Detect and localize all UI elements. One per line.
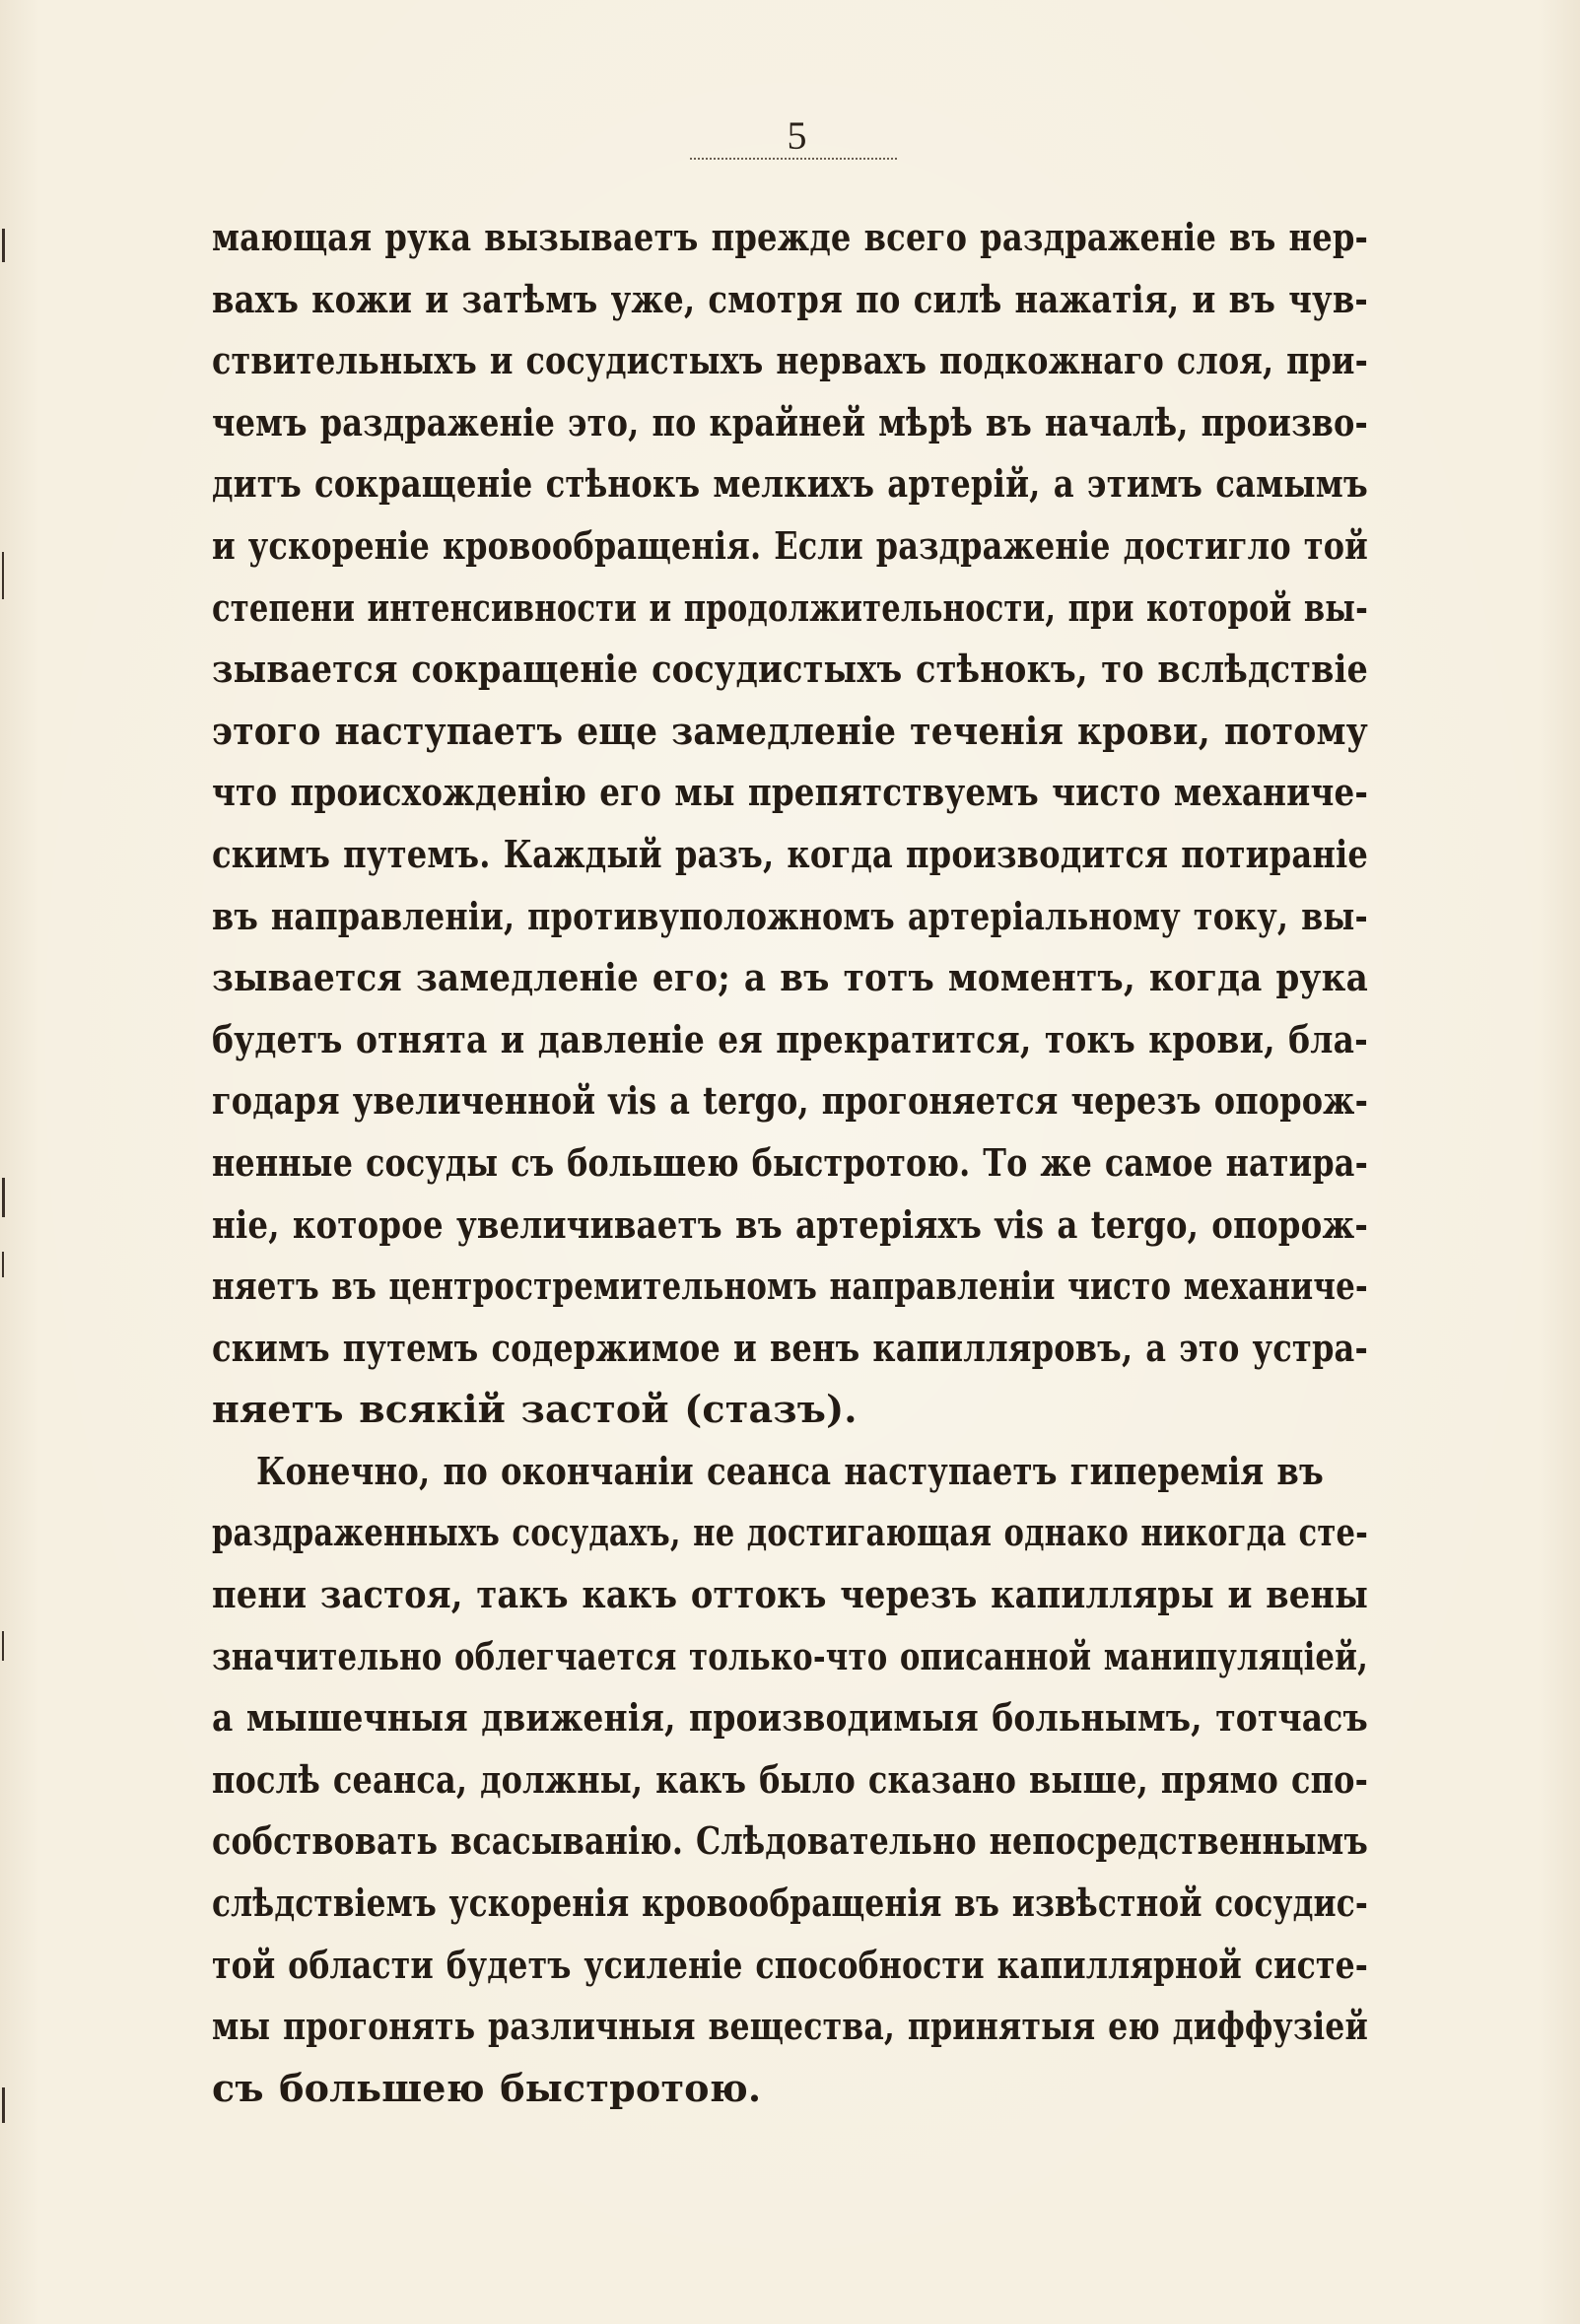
text-line-content: будетъ отнята и давленіе ея прекратится, токъ крови, бла-: [212, 1016, 1368, 1061]
text-line-content: годаря увеличенной vis a tergo, прогоняется черезъ опорож-: [212, 1078, 1369, 1124]
left-edge-scan-mark: [2, 552, 4, 599]
body-text: [212, 207, 1368, 2119]
text-line: [212, 1502, 1368, 1564]
left-edge-scan-mark: [2, 1631, 4, 1661]
text-line: [212, 1318, 1368, 1380]
text-line: [212, 1070, 1368, 1132]
text-line: [212, 392, 1368, 454]
text-line: [212, 330, 1368, 392]
text-line-content: и ускореніе кровообращенія. Если раздраженіе достигло той: [212, 522, 1369, 568]
text-line: [212, 1195, 1368, 1257]
text-line: [212, 1379, 1368, 1441]
text-line-content: дитъ сокращеніе стѣнокъ мелкихъ артерій, а этимъ самымъ: [212, 461, 1368, 507]
text-line-content: этого наступаетъ еще замедленіе теченія крови, потому: [212, 708, 1368, 753]
text-line-content: мы прогонять различныя вещества, принятыя ею диффузіей: [212, 2004, 1369, 2049]
text-line: [212, 1687, 1368, 1749]
text-line-content: ніе, которое увеличиваетъ въ артеріяхъ vis a tergo, опорож-: [212, 1201, 1369, 1247]
text-line: [212, 515, 1368, 578]
text-line-content: зывается сокращеніе сосудистыхъ стѣнокъ, то вслѣдствіе: [212, 647, 1369, 692]
left-edge-scan-mark: [2, 229, 5, 262]
text-line-content: чемъ раздраженіе это, по крайней мѣрѣ въ началѣ, произво-: [212, 399, 1369, 444]
text-line: [212, 1873, 1368, 1935]
text-line-content: послѣ сеанса, должны, какъ было сказано выше, прямо спо-: [212, 1756, 1369, 1802]
text-line-content: няетъ въ центростремительномъ направленіи чисто механиче-: [212, 1264, 1368, 1309]
paragraphs: [212, 207, 1368, 2119]
text-line: [212, 269, 1368, 331]
text-line-content: а мышечныя движенія, производимыя больнымъ, тотчасъ: [212, 1695, 1368, 1741]
text-line-content: скимъ путемъ. Каждый разъ, когда производится потираніе: [212, 831, 1369, 876]
text-line: [212, 578, 1368, 640]
paragraph: [212, 207, 1368, 1441]
text-line: [212, 453, 1368, 515]
text-line: [212, 824, 1368, 886]
text-line: [212, 1441, 1368, 1503]
text-line: [212, 207, 1368, 269]
header-rule: [690, 158, 897, 160]
text-line-content: вахъ кожи и затѣмъ уже, смотря по силѣ нажатія, и въ чув-: [212, 276, 1368, 321]
paragraph: [212, 1441, 1368, 2120]
text-line-content: той области будетъ усиленіе способности капиллярной систе-: [212, 1942, 1369, 1987]
text-line-content: ненные сосуды съ большею быстротою. То же самое натира-: [212, 1139, 1368, 1185]
text-line: [212, 1996, 1368, 2058]
page-number: 5: [787, 113, 807, 158]
text-line-content: ствительныхъ и сосудистыхъ нервахъ подкожнаго слоя, при-: [212, 338, 1369, 383]
text-line: [212, 1811, 1368, 1873]
text-line-content: съ большею быстротою.: [212, 2065, 762, 2110]
text-line-content: скимъ путемъ содержимое и венъ капилляровъ, а это устра-: [212, 1325, 1368, 1370]
text-line: [212, 886, 1368, 948]
text-line-content: въ направленіи, противуположномъ артеріальному току, вы-: [212, 893, 1368, 938]
text-line-content: пени застоя, такъ какъ оттокъ черезъ капилляры и вены: [212, 1572, 1369, 1617]
left-edge-scan-mark: [2, 1178, 5, 1217]
left-edge-scan-mark: [2, 2087, 5, 2123]
text-line-content: значительно облегчается только-что описанной манипуляціей,: [212, 1633, 1369, 1678]
text-line-content: раздраженныхъ сосудахъ, не достигающая однако никогда сте-: [212, 1510, 1368, 1555]
text-line-content: что происхожденію его мы препятствуемъ чисто механиче-: [212, 770, 1369, 815]
text-line: [212, 762, 1368, 824]
text-line: [212, 1256, 1368, 1318]
text-line: [212, 1009, 1368, 1071]
text-line-content: няетъ всякій застой (стазъ).: [212, 1387, 858, 1432]
text-line: [212, 1132, 1368, 1195]
text-line: [212, 947, 1368, 1009]
text-line: [212, 701, 1368, 763]
text-line-content: собствовать всасыванію. Слѣдовательно непосредственнымъ: [212, 1818, 1368, 1864]
text-line: [212, 639, 1368, 701]
text-line-content: слѣдствіемъ ускоренія кровообращенія въ извѣстной сосудис-: [212, 1880, 1369, 1926]
text-line: [212, 1626, 1368, 1688]
text-line: [212, 1935, 1368, 1997]
text-line: [212, 1749, 1368, 1811]
text-line-content: мающая рука вызываетъ прежде всего раздраженіе въ нер-: [212, 215, 1369, 259]
text-line-content: Конечно, по окончаніи сеанса наступаетъ гиперемія въ: [256, 1448, 1324, 1493]
page-header: [0, 113, 1580, 158]
text-line: [212, 2058, 1368, 2120]
text-line-content: степени интенсивности и продолжительности, при которой вы-: [212, 584, 1368, 630]
text-line: [212, 1564, 1368, 1626]
text-line-content: зывается замедленіе его; а въ тотъ моментъ, когда рука: [212, 955, 1369, 1000]
left-edge-scan-mark: [2, 1252, 4, 1277]
